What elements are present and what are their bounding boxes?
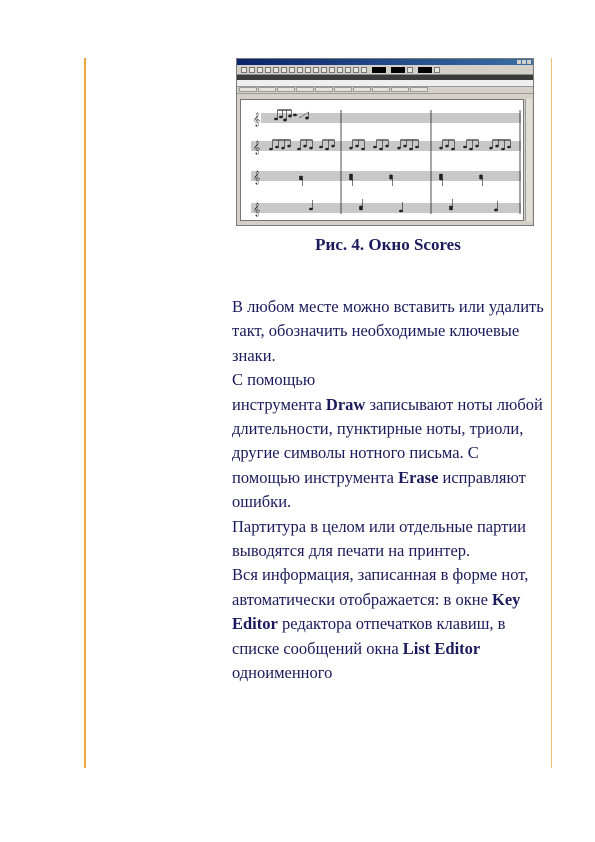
tab [277, 87, 295, 92]
svg-text:𝄞: 𝄞 [253, 170, 261, 184]
body-text [232, 295, 548, 686]
left-margin-rule [84, 58, 86, 768]
list-editor-term: List Editor [402, 638, 481, 658]
text-run: редактора отпечатков клавиш, в списке сообщений окна [232, 614, 506, 658]
paragraph-3: Партитура в целом или отдельные партии выводятся для печати на принтер. [232, 516, 527, 561]
text-run: исправляют ошибки. [232, 467, 526, 512]
tool-icon [361, 67, 367, 73]
erase-term: Erase [398, 467, 439, 487]
tool-icon [297, 67, 303, 73]
svg-text:𝄞: 𝄞 [253, 140, 261, 154]
text-run: одноименного [232, 663, 333, 683]
window-toolbar [237, 65, 533, 75]
tool-icon [407, 67, 413, 73]
paragraph-4 [232, 563, 548, 685]
tab [315, 87, 333, 92]
key-editor-term: Key Editor [232, 589, 521, 634]
tab [353, 87, 371, 92]
tab [239, 87, 257, 92]
figure-caption: Рис. 4. Окно Scores [315, 235, 461, 254]
svg-text:𝄞: 𝄞 [253, 202, 261, 216]
tab [372, 87, 390, 92]
tool-icon [305, 67, 311, 73]
vertical-scrollbar [525, 99, 532, 221]
text-run: инструмента [232, 394, 326, 414]
tool-icon [265, 67, 271, 73]
content-column [224, 58, 552, 768]
tool-icon [337, 67, 343, 73]
svg-text:𝄞: 𝄞 [253, 112, 261, 126]
position-display [372, 67, 386, 73]
tool-icon [289, 67, 295, 73]
tab [334, 87, 352, 92]
draw-term: Draw [325, 394, 366, 414]
position-display [391, 67, 405, 73]
music-score-icon [241, 100, 523, 220]
tool-icon [345, 67, 351, 73]
tab [391, 87, 409, 92]
position-display [418, 67, 432, 73]
tab [410, 87, 428, 92]
tab [296, 87, 314, 92]
window-tabbar [237, 87, 533, 94]
minimize-icon [517, 60, 521, 64]
maximize-icon [522, 60, 526, 64]
tool-icon [249, 67, 255, 73]
text-run: записывают ноты любой длительности, пунктирные ноты, триоли, другие символы нотного письма. С помощью инструмента [232, 394, 543, 487]
paragraph-2-start: С помощью [232, 370, 316, 390]
window-infobar [237, 80, 533, 87]
close-icon [527, 60, 531, 64]
tool-icon [321, 67, 327, 73]
paragraph-2 [232, 368, 548, 514]
window-titlebar [237, 59, 533, 65]
tool-icon [353, 67, 359, 73]
tool-icon [281, 67, 287, 73]
tool-icon [313, 67, 319, 73]
scores-window-screenshot [236, 58, 534, 226]
tool-icon [273, 67, 279, 73]
paragraph-1: В любом месте можно вставить или удалить такт, обозначить необходимые ключевые знаки. [232, 297, 544, 365]
tab [258, 87, 276, 92]
score-canvas [240, 99, 524, 221]
text-run: Вся информация, записанная в форме нот, автоматически отображается: в окне [232, 565, 529, 609]
tool-icon [257, 67, 263, 73]
tool-icon [241, 67, 247, 73]
tool-icon [329, 67, 335, 73]
tool-icon [434, 67, 440, 73]
